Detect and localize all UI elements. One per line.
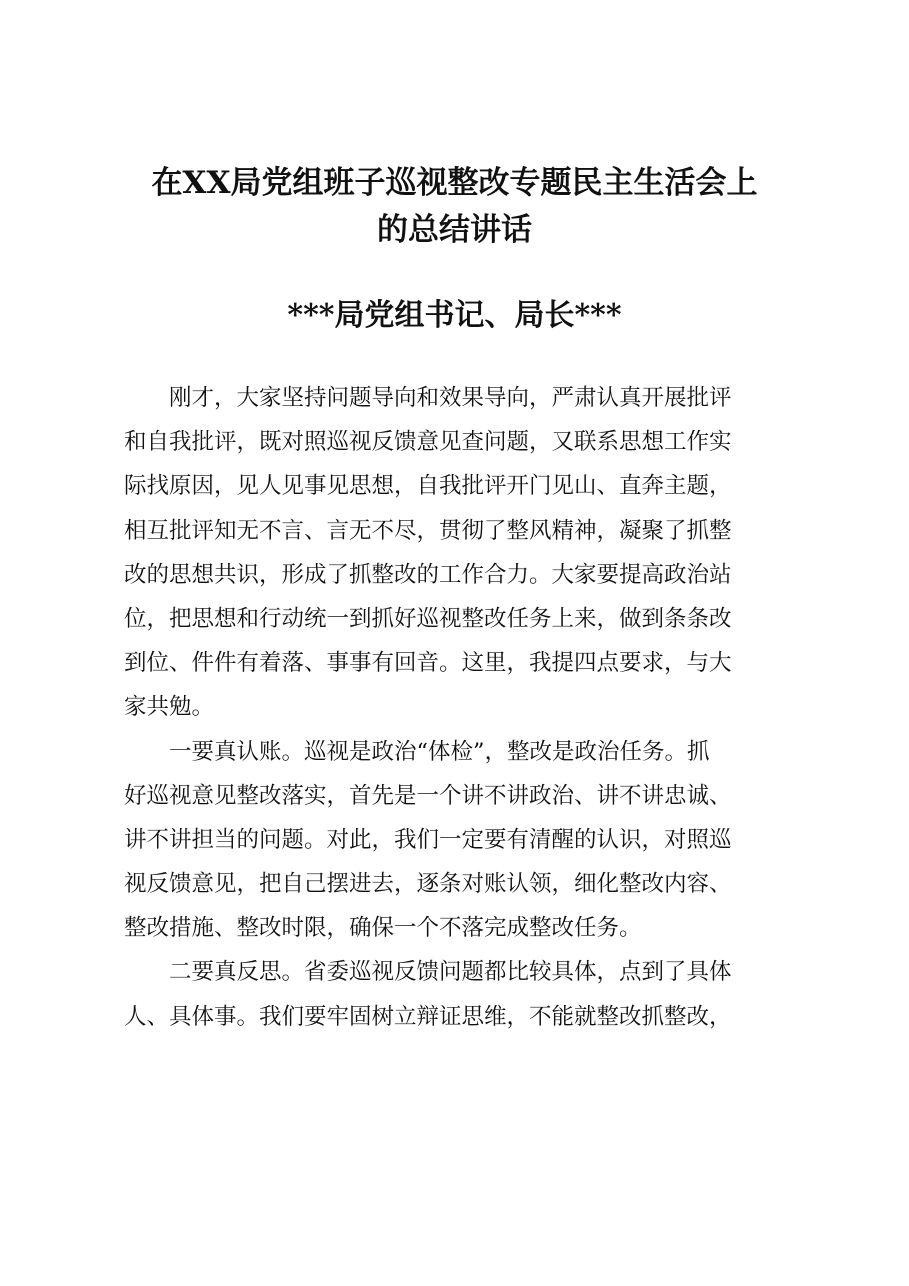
text-line: 视反馈意见，把自己摆进去，逐条对账认领，细化整改内容、 — [124, 871, 732, 898]
text-line: 一要真认账。巡视是政治“体检”，整改是政治任务。抓 — [169, 738, 710, 765]
text-line: 讲不讲担当的问题。对此，我们一定要有清醒的认识，对照巡 — [124, 826, 732, 853]
text-line: 二要真反思。省委巡视反馈问题都比较具体，点到了具体 — [169, 959, 732, 986]
text-line: 际找原因，见人见事见思想，自我批评开门见山、直奔主题， — [124, 473, 732, 500]
text-line: 位，把思想和行动统一到抓好巡视整改任务上来，做到条条改 — [124, 605, 732, 632]
text-line: 刚才，大家坚持问题导向和效果导向，严肃认真开展批评 — [169, 385, 732, 411]
text-line: 好巡视意见整改落实，首先是一个讲不讲政治、讲不讲忠诚、 — [124, 782, 732, 809]
title-line: 在XX局党组班子巡视整改专题民主生活会上 — [151, 165, 758, 201]
text-line: 改的思想共识，形成了抓整改的工作合力。大家要提高政治站 — [124, 561, 732, 588]
document-title — [60, 160, 849, 254]
paragraph — [124, 950, 804, 1038]
paragraph — [124, 376, 804, 730]
title-line: 的总结讲话 — [377, 212, 532, 248]
text-line: 相互批评知无不言、言无不尽，贯彻了整风精神，凝聚了抓整 — [124, 517, 732, 544]
author-line: ***局党组书记、局长*** — [287, 298, 622, 333]
text-line: 到位、件件有着落、事事有回音。这里，我提四点要求，与大 — [124, 650, 732, 677]
text-line: 家共勉。 — [124, 694, 215, 721]
document-body — [124, 376, 804, 1039]
paragraph — [124, 730, 804, 951]
text-line: 整改措施、整改时限，确保一个不落完成整改任务。 — [124, 915, 642, 942]
text-line: 人、具体事。我们要牢固树立辩证思维，不能就整改抓整改， — [124, 1003, 732, 1030]
text-line: 和自我批评，既对照巡视反馈意见查问题，又联系思想工作实 — [124, 429, 732, 456]
